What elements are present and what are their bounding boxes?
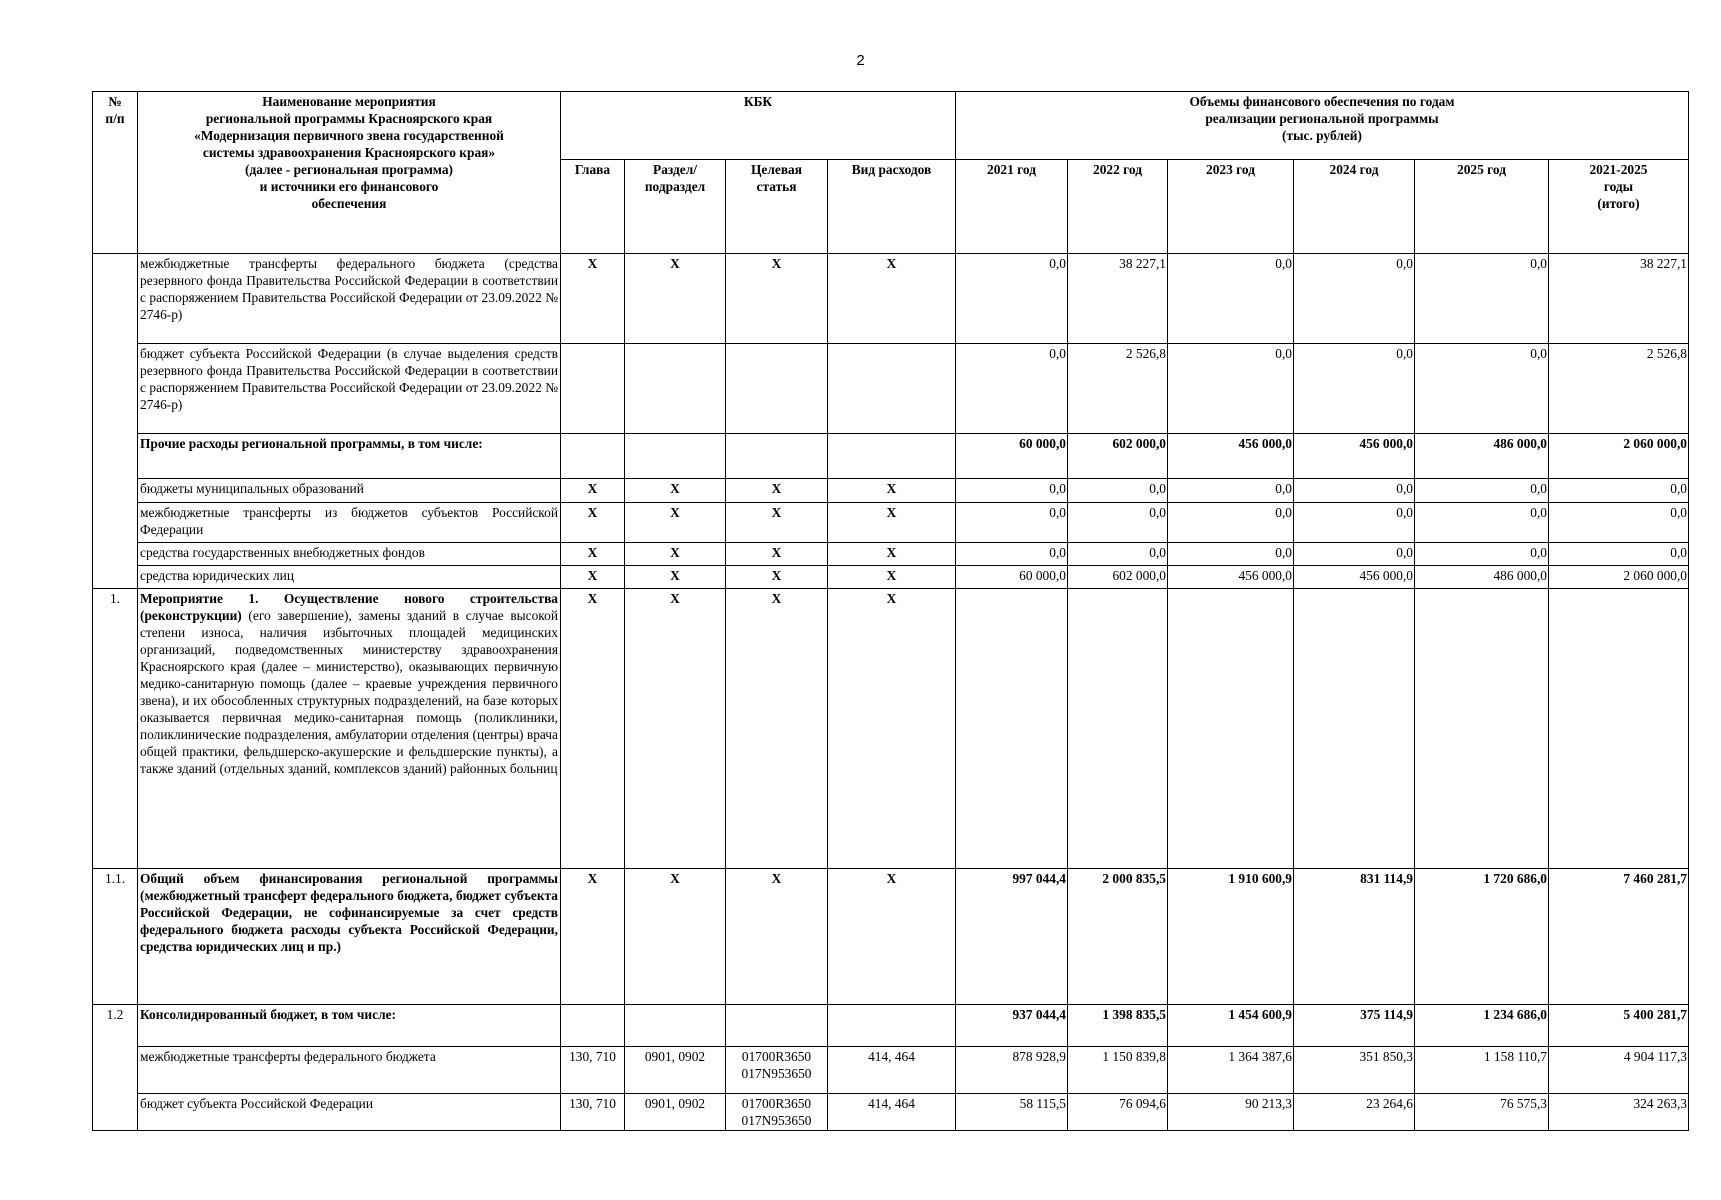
kbk-celevaya xyxy=(726,1005,828,1047)
amount-total: 0,0 xyxy=(1549,479,1689,503)
kbk-glava: X xyxy=(561,543,625,566)
kbk-razdel: X xyxy=(625,503,726,543)
financing-table xyxy=(92,91,1689,1131)
amount-v2021: 0,0 xyxy=(956,344,1068,434)
amount-v2025: 0,0 xyxy=(1415,543,1549,566)
kbk-razdel xyxy=(625,1005,726,1047)
amount-v2024: 375 114,9 xyxy=(1294,1005,1415,1047)
kbk-razdel xyxy=(625,344,726,434)
amount-v2025: 0,0 xyxy=(1415,479,1549,503)
amount-v2024: 0,0 xyxy=(1294,503,1415,543)
amount-v2021: 60 000,0 xyxy=(956,434,1068,479)
header-razdel: Раздел/ подраздел xyxy=(625,160,726,254)
row-name-text: (его завершение), замены зданий в случае высокой степени износа, наличия избыточных площадей медицинских организаций, подведомственных министерству здравоохранения Красноярского края (далее – министерство), оказывающих первичную медико-санитарную помощь (далее – краевые учреждения первичного звена), и их обособленных структурных подразделений, на базе которых оказывается первичная медико-санитарная помощь (поликлиники, поликлинические подразделения, амбулатории отделения (центры) врача общей практики, фельдшерско-акушерские и фельдшерские пункты), а также зданий (отдельных зданий, комплексов зданий) районных больниц xyxy=(140,608,558,776)
kbk-celevaya: X xyxy=(726,503,828,543)
amount-v2024: 351 850,3 xyxy=(1294,1047,1415,1094)
amount-v2021: 997 044,4 xyxy=(956,869,1068,1005)
header-celevaya: Целевая статья xyxy=(726,160,828,254)
kbk-glava: X xyxy=(561,566,625,589)
amount-v2022: 2 000 835,5 xyxy=(1068,869,1168,1005)
amount-v2024: 0,0 xyxy=(1294,344,1415,434)
amount-v2022: 602 000,0 xyxy=(1068,566,1168,589)
row-name: средства государственных внебюджетных фондов xyxy=(138,543,561,566)
row-name: межбюджетные трансферты федерального бюджета (средства резервного фонда Правительства Российской Федерации в соответствии с распоряжением Правительства Российской Федерации от 23.09.2022 № 2746-р) xyxy=(138,254,561,344)
kbk-vid: X xyxy=(828,589,956,869)
amount-v2021: 0,0 xyxy=(956,254,1068,344)
row-name: бюджеты муниципальных образований xyxy=(138,479,561,503)
kbk-celevaya: X xyxy=(726,869,828,1005)
header-glava: Глава xyxy=(561,160,625,254)
table-row xyxy=(93,503,1689,543)
amount-v2022: 76 094,6 xyxy=(1068,1094,1168,1131)
amount-v2024: 831 114,9 xyxy=(1294,869,1415,1005)
header-row-1 xyxy=(93,92,1689,160)
kbk-razdel: 0901, 0902 xyxy=(625,1094,726,1131)
amount-v2024: 0,0 xyxy=(1294,543,1415,566)
amount-v2021: 0,0 xyxy=(956,503,1068,543)
amount-v2022: 0,0 xyxy=(1068,503,1168,543)
table-row xyxy=(93,1094,1689,1131)
row-number: 1. xyxy=(93,589,138,869)
row-name: межбюджетные трансферты из бюджетов субъектов Российской Федерации xyxy=(138,503,561,543)
header-name: Наименование мероприятия региональной программы Красноярского края «Модернизация первичного звена государственной системы здравоохранения Красноярского края» (далее - региональная программа) и источники его финансового обеспечения xyxy=(138,92,561,254)
amount-v2025: 486 000,0 xyxy=(1415,566,1549,589)
amount-v2022: 602 000,0 xyxy=(1068,434,1168,479)
amount-total: 38 227,1 xyxy=(1549,254,1689,344)
amount-v2024: 456 000,0 xyxy=(1294,434,1415,479)
row-number xyxy=(93,503,138,543)
kbk-glava: X xyxy=(561,254,625,344)
amount-total: 2 526,8 xyxy=(1549,344,1689,434)
amount-v2023 xyxy=(1168,589,1294,869)
row-number xyxy=(93,566,138,589)
kbk-celevaya: X xyxy=(726,589,828,869)
amount-v2023: 1 454 600,9 xyxy=(1168,1005,1294,1047)
table-row xyxy=(93,254,1689,344)
kbk-razdel xyxy=(625,434,726,479)
kbk-glava: X xyxy=(561,869,625,1005)
amount-v2023: 456 000,0 xyxy=(1168,434,1294,479)
amount-v2025: 1 720 686,0 xyxy=(1415,869,1549,1005)
row-name: Прочие расходы региональной программы, в том числе: xyxy=(138,434,561,479)
kbk-vid: X xyxy=(828,543,956,566)
amount-v2024: 0,0 xyxy=(1294,254,1415,344)
kbk-glava: 130, 710 xyxy=(561,1047,625,1094)
row-name-bold: Мероприятие 1. Осуществление нового строительства (реконструкции) xyxy=(140,591,558,623)
amount-v2024: 0,0 xyxy=(1294,479,1415,503)
row-number xyxy=(93,344,138,434)
row-name: средства юридических лиц xyxy=(138,566,561,589)
kbk-glava: 130, 710 xyxy=(561,1094,625,1131)
kbk-vid: X xyxy=(828,254,956,344)
amount-v2021: 60 000,0 xyxy=(956,566,1068,589)
row-name-bold: Общий объем финансирования региональной xyxy=(140,871,468,886)
table-row xyxy=(93,1047,1689,1094)
row-name: Консолидированный бюджет, в том числе: xyxy=(138,1005,561,1047)
amount-v2022: 0,0 xyxy=(1068,479,1168,503)
kbk-vid: X xyxy=(828,503,956,543)
kbk-celevaya xyxy=(726,434,828,479)
header-2021: 2021 год xyxy=(956,160,1068,254)
row-name: бюджет субъекта Российской Федерации (в случае выделения средств резервного фонда Правительства Российской Федерации в соответствии с распоряжением Правительства Российской Федерации от 23.09.2022 № 2746-р) xyxy=(138,344,561,434)
amount-v2023: 0,0 xyxy=(1168,344,1294,434)
header-2024: 2024 год xyxy=(1294,160,1415,254)
row-number xyxy=(93,479,138,503)
kbk-celevaya: X xyxy=(726,543,828,566)
kbk-celevaya: X xyxy=(726,479,828,503)
table-row xyxy=(93,344,1689,434)
kbk-razdel: X xyxy=(625,566,726,589)
row-number xyxy=(93,254,138,344)
amount-v2023: 1 364 387,6 xyxy=(1168,1047,1294,1094)
kbk-razdel: X xyxy=(625,479,726,503)
kbk-celevaya: 01700R3650 017N953650 xyxy=(726,1094,828,1131)
header-volumes: Объемы финансового обеспечения по годам реализации региональной программы (тыс. рублей) xyxy=(956,92,1689,160)
amount-v2023: 1 910 600,9 xyxy=(1168,869,1294,1005)
header-total: 2021-2025 годы (итого) xyxy=(1549,160,1689,254)
row-number xyxy=(93,1094,138,1131)
amount-v2025: 1 158 110,7 xyxy=(1415,1047,1549,1094)
amount-total: 5 400 281,7 xyxy=(1549,1005,1689,1047)
amount-v2022: 0,0 xyxy=(1068,543,1168,566)
amount-v2022: 1 150 839,8 xyxy=(1068,1047,1168,1094)
kbk-razdel: X xyxy=(625,254,726,344)
row-number xyxy=(93,1047,138,1094)
kbk-celevaya: X xyxy=(726,254,828,344)
amount-total: 0,0 xyxy=(1549,503,1689,543)
header-2023: 2023 год xyxy=(1168,160,1294,254)
amount-v2021: 937 044,4 xyxy=(956,1005,1068,1047)
table-row xyxy=(93,479,1689,503)
header-vid: Вид расходов xyxy=(828,160,956,254)
amount-v2024: 456 000,0 xyxy=(1294,566,1415,589)
amount-v2025: 1 234 686,0 xyxy=(1415,1005,1549,1047)
row-number: 1.1. xyxy=(93,869,138,1005)
amount-v2024: 23 264,6 xyxy=(1294,1094,1415,1131)
kbk-vid: X xyxy=(828,869,956,1005)
amount-v2023: 0,0 xyxy=(1168,503,1294,543)
table-row xyxy=(93,1005,1689,1047)
row-number xyxy=(93,434,138,479)
kbk-glava xyxy=(561,434,625,479)
amount-v2023: 90 213,3 xyxy=(1168,1094,1294,1131)
row-name: межбюджетные трансферты федерального бюджета xyxy=(138,1047,561,1094)
kbk-razdel: 0901, 0902 xyxy=(625,1047,726,1094)
kbk-glava: X xyxy=(561,503,625,543)
kbk-razdel: X xyxy=(625,543,726,566)
amount-total xyxy=(1549,589,1689,869)
amount-v2021 xyxy=(956,589,1068,869)
kbk-celevaya xyxy=(726,344,828,434)
kbk-celevaya: 01700R3650 017N953650 xyxy=(726,1047,828,1094)
page-number: 2 xyxy=(856,52,865,69)
kbk-vid xyxy=(828,434,956,479)
amount-total: 4 904 117,3 xyxy=(1549,1047,1689,1094)
row-number: 1.2 xyxy=(93,1005,138,1047)
kbk-vid: X xyxy=(828,566,956,589)
kbk-razdel: X xyxy=(625,869,726,1005)
kbk-vid: 414, 464 xyxy=(828,1047,956,1094)
table-row xyxy=(93,869,1689,1005)
amount-v2021: 0,0 xyxy=(956,479,1068,503)
amount-v2023: 0,0 xyxy=(1168,479,1294,503)
amount-v2021: 878 928,9 xyxy=(956,1047,1068,1094)
row-name xyxy=(138,589,561,869)
amount-v2025: 0,0 xyxy=(1415,344,1549,434)
table-row xyxy=(93,566,1689,589)
header-2025: 2025 год xyxy=(1415,160,1549,254)
amount-v2021: 0,0 xyxy=(956,543,1068,566)
amount-v2025 xyxy=(1415,589,1549,869)
amount-total: 0,0 xyxy=(1549,543,1689,566)
kbk-glava xyxy=(561,1005,625,1047)
amount-total: 2 060 000,0 xyxy=(1549,566,1689,589)
amount-v2022 xyxy=(1068,589,1168,869)
kbk-vid xyxy=(828,344,956,434)
row-name xyxy=(138,869,561,1005)
amount-v2023: 0,0 xyxy=(1168,254,1294,344)
amount-v2025: 486 000,0 xyxy=(1415,434,1549,479)
amount-v2023: 0,0 xyxy=(1168,543,1294,566)
amount-v2022: 2 526,8 xyxy=(1068,344,1168,434)
kbk-glava: X xyxy=(561,589,625,869)
header-2022: 2022 год xyxy=(1068,160,1168,254)
kbk-celevaya: X xyxy=(726,566,828,589)
amount-v2025: 0,0 xyxy=(1415,254,1549,344)
amount-total: 2 060 000,0 xyxy=(1549,434,1689,479)
kbk-vid xyxy=(828,1005,956,1047)
kbk-glava xyxy=(561,344,625,434)
amount-v2024 xyxy=(1294,589,1415,869)
kbk-glava: X xyxy=(561,479,625,503)
amount-v2022: 1 398 835,5 xyxy=(1068,1005,1168,1047)
amount-v2023: 456 000,0 xyxy=(1168,566,1294,589)
table-row xyxy=(93,434,1689,479)
amount-v2022: 38 227,1 xyxy=(1068,254,1168,344)
table-row xyxy=(93,543,1689,566)
table-row xyxy=(93,589,1689,869)
row-number xyxy=(93,543,138,566)
amount-v2025: 76 575,3 xyxy=(1415,1094,1549,1131)
amount-total: 7 460 281,7 xyxy=(1549,869,1689,1005)
row-name-text: программы (межбюджетный трансферт федерального бюджета, бюджет субъекта Российской Федерации, не софинансируемые за счет средств федерального бюджета расходы субъекта Российской Федерации, средства юридических лиц и пр.) xyxy=(140,871,558,954)
amount-v2025: 0,0 xyxy=(1415,503,1549,543)
amount-total: 324 263,3 xyxy=(1549,1094,1689,1131)
kbk-vid: X xyxy=(828,479,956,503)
header-num: № п/п xyxy=(93,92,138,254)
amount-v2021: 58 115,5 xyxy=(956,1094,1068,1131)
row-name: бюджет субъекта Российской Федерации xyxy=(138,1094,561,1131)
kbk-razdel: X xyxy=(625,589,726,869)
kbk-vid: 414, 464 xyxy=(828,1094,956,1131)
header-kbk: КБК xyxy=(561,92,956,160)
